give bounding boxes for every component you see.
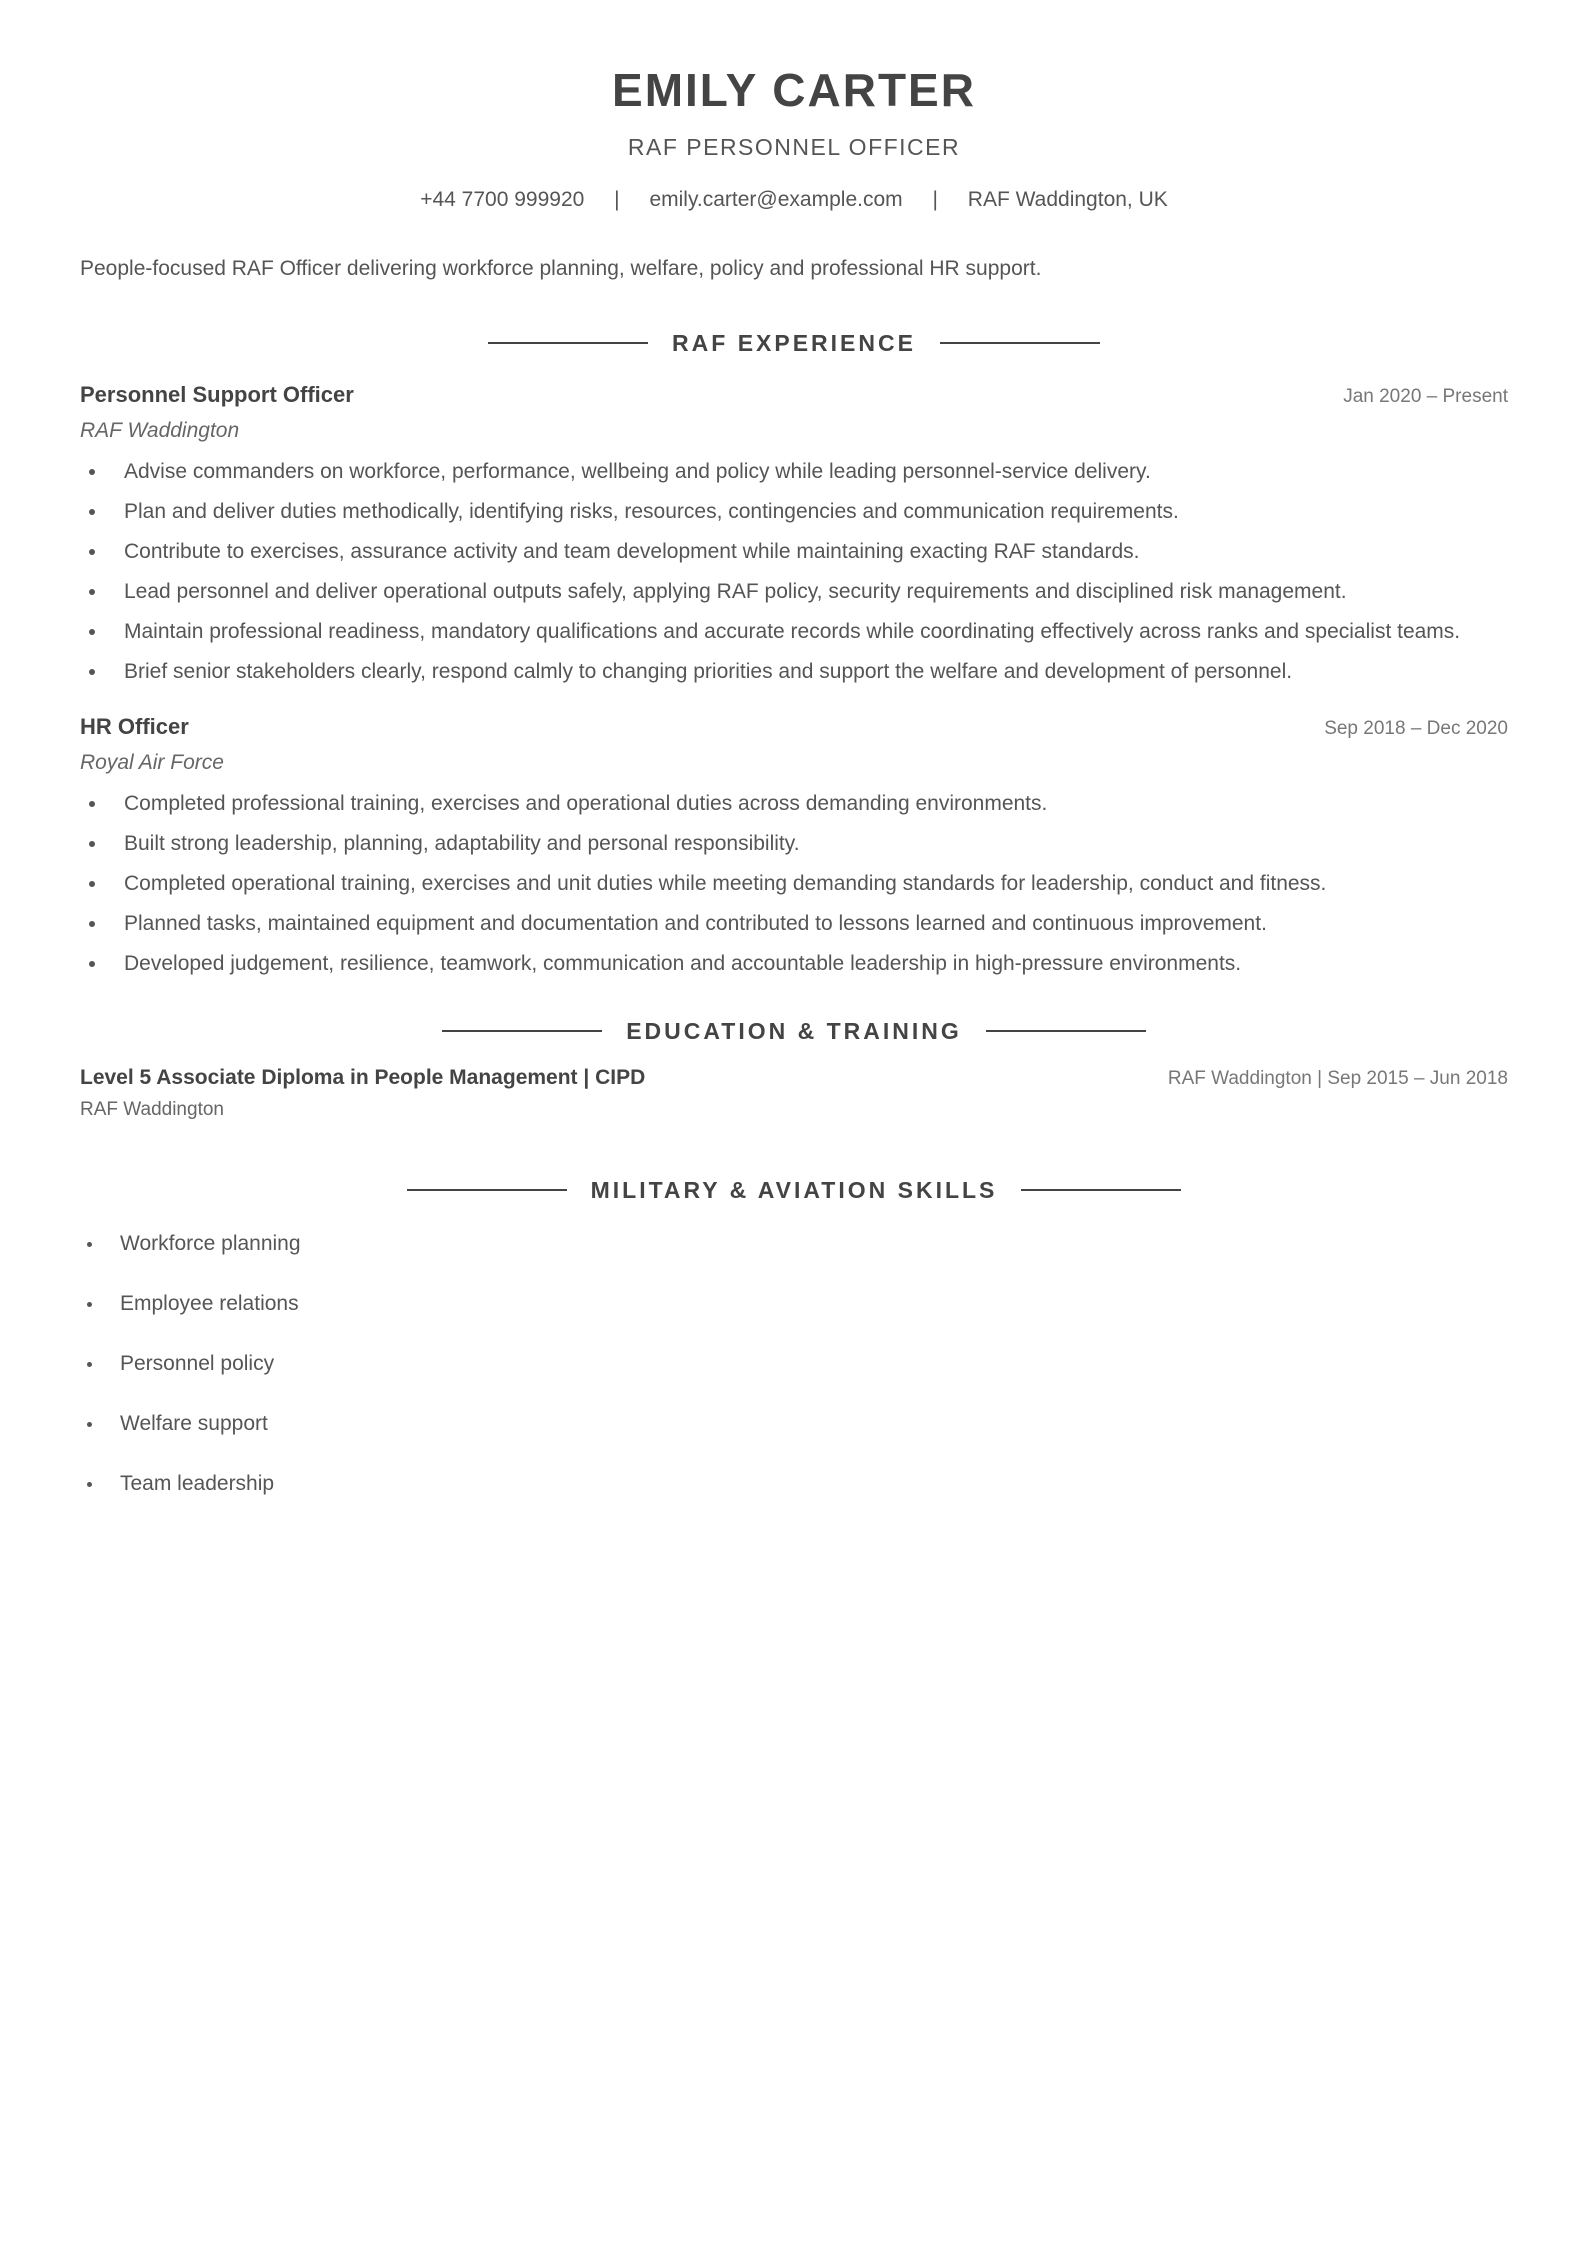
resume-header [80,62,1508,214]
job-dates: Sep 2018 – Dec 2020 [1324,718,1508,739]
list-item: Completed operational training, exercises and unit duties while meeting demanding standards for leadership, conduct and fitness. [124,867,1508,900]
experience-entry-header [80,712,1508,743]
contact-location: RAF Waddington, UK [967,188,1168,211]
heading-rule [407,1189,567,1191]
education-entry [80,1064,1508,1123]
skills-list [80,1229,1508,1499]
contact-line [80,186,1508,214]
list-item: Developed judgement, resilience, teamwork, communication and accountable leadership in high-pressure environments. [124,947,1508,980]
list-item: Team leadership [120,1469,1508,1499]
section-heading-skills [80,1175,1508,1205]
candidate-name: EMILY CARTER [612,64,976,116]
qualification-place: RAF Waddington [80,1099,224,1120]
section-title: EDUCATION & TRAINING [626,1018,962,1044]
contact-separator: | [932,188,938,211]
list-item: Brief senior stakeholders clearly, respond calmly to changing priorities and support the welfare and development of personnel. [124,655,1508,688]
heading-rule [442,1030,602,1032]
job-position: Personnel Support Officer [80,382,354,407]
section-title: RAF EXPERIENCE [672,330,916,356]
education-entry-header [80,1064,1508,1093]
section-heading-education [80,1016,1508,1046]
job-organisation: Royal Air Force [80,751,224,774]
job-position: HR Officer [80,714,189,739]
experience-entry [80,380,1508,688]
qualification-title: Level 5 Associate Diploma in People Management | CIPD [80,1066,646,1089]
contact-separator: | [614,188,620,211]
contact-phone: +44 7700 999920 [420,188,585,211]
qualification-meta: RAF Waddington | Sep 2015 – Jun 2018 [1167,1068,1508,1089]
job-bullets [80,787,1508,980]
list-item: Planned tasks, maintained equipment and documentation and contributed to lessons learned and continuous improvement. [124,907,1508,940]
experience-entry-header [80,380,1508,411]
section-heading-experience [80,328,1508,358]
section-title: MILITARY & AVIATION SKILLS [590,1177,998,1203]
list-item: Plan and deliver duties methodically, identifying risks, resources, contingencies and communication requirements. [124,495,1508,528]
job-bullets [80,455,1508,688]
job-dates: Jan 2020 – Present [1343,386,1508,407]
heading-rule [940,342,1100,344]
list-item: Personnel policy [120,1349,1508,1379]
experience-entry [80,712,1508,980]
list-item: Welfare support [120,1409,1508,1439]
list-item: Contribute to exercises, assurance activity and team development while maintaining exacting RAF standards. [124,535,1508,568]
heading-rule [986,1030,1146,1032]
profile-summary: People-focused RAF Officer delivering workforce planning, welfare, policy and professional HR support. [80,257,1042,280]
resume-page [80,0,1508,1529]
job-organisation: RAF Waddington [80,419,240,442]
list-item: Employee relations [120,1289,1508,1319]
list-item: Completed professional training, exercises and operational duties across demanding environments. [124,787,1508,820]
list-item: Lead personnel and deliver operational outputs safely, applying RAF policy, security requirements and disciplined risk management. [124,575,1508,608]
list-item: Maintain professional readiness, mandatory qualifications and accurate records while coordinating effectively across ranks and specialist teams. [124,615,1508,648]
list-item: Advise commanders on workforce, performance, wellbeing and policy while leading personnel-service delivery. [124,455,1508,488]
list-item: Workforce planning [120,1229,1508,1259]
candidate-title: RAF PERSONNEL OFFICER [627,134,961,160]
list-item: Built strong leadership, planning, adaptability and personal responsibility. [124,827,1508,860]
heading-rule [488,342,648,344]
heading-rule [1021,1189,1181,1191]
contact-email: emily.carter@example.com [649,188,903,211]
